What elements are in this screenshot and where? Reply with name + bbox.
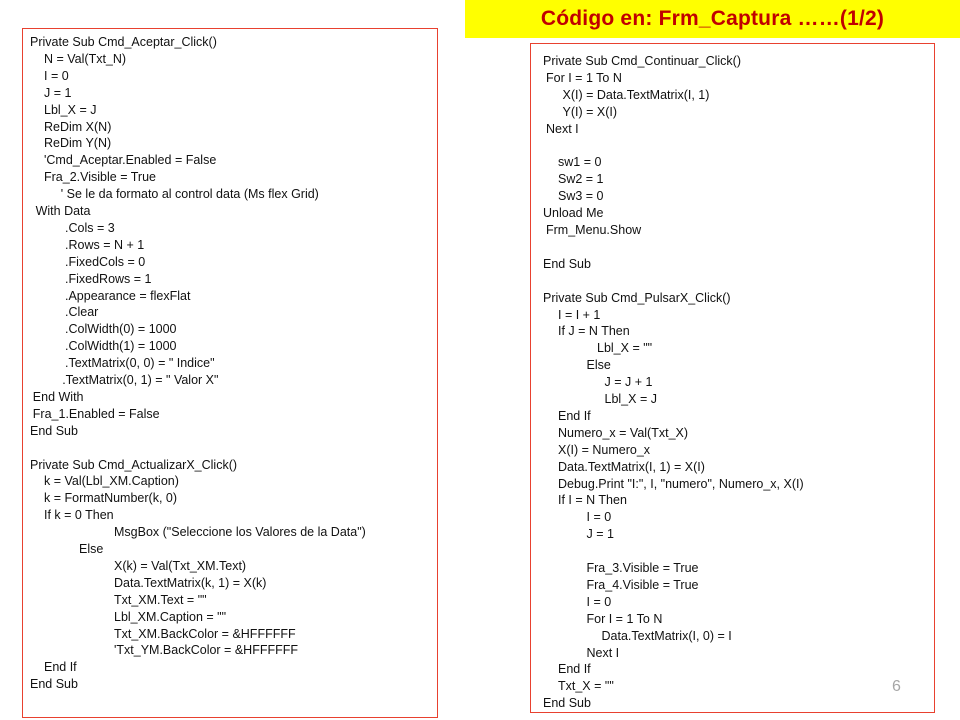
code-line: Txt_XM.Text = "" — [114, 592, 207, 607]
code-line: 'Cmd_Aceptar.Enabled = False — [44, 153, 217, 168]
code-line: End With — [32, 389, 84, 404]
code-line: End Sub — [543, 696, 591, 711]
code-line: Fra_2.Visible = True — [44, 170, 156, 185]
code-line: I = I + 1 — [558, 307, 601, 322]
code-line: .ColWidth(1) = 1000 — [65, 339, 177, 354]
code-line: MsgBox ("Seleccione los Valores de la Data") — [114, 525, 366, 540]
code-line — [531, 239, 934, 256]
code-line: ReDim Y(N) — [44, 136, 112, 151]
code-line: If I = N Then — [558, 493, 627, 508]
code-line — [531, 138, 934, 155]
code-line: J = 1 — [586, 527, 614, 542]
code-line: .Rows = N + 1 — [65, 237, 145, 252]
code-line: k = FormatNumber(k, 0) — [44, 491, 178, 506]
code-line: If J = N Then — [558, 324, 630, 339]
code-line: End If — [558, 662, 591, 677]
code-line: For I = 1 To N — [546, 70, 622, 85]
code-line: X(k) = Val(Txt_XM.Text) — [114, 558, 247, 573]
code-line: Fra_3.Visible = True — [586, 561, 699, 575]
slide-title-banner — [465, 0, 960, 38]
code-line: ReDim X(N) — [44, 119, 112, 134]
code-line: Private Sub Cmd_ActualizarX_Click() — [30, 457, 238, 472]
code-line: J = J + 1 — [604, 375, 653, 390]
code-line — [23, 440, 437, 457]
code-line: .Cols = 3 — [65, 220, 115, 235]
code-line: Private Sub Cmd_Continuar_Click() — [543, 54, 741, 68]
code-line: Txt_XM.BackColor = &HFFFFFF — [114, 626, 296, 641]
code-line: J = 1 — [44, 85, 72, 100]
code-line: End If — [44, 660, 77, 675]
code-line: .FixedRows = 1 — [65, 271, 152, 286]
code-line: k = Val(Lbl_XM.Caption) — [44, 474, 179, 489]
page-number: 6 — [892, 678, 901, 695]
code-line: Else — [586, 358, 611, 373]
code-line: .TextMatrix(0, 1) = " Valor X" — [62, 373, 219, 387]
code-line: Sw2 = 1 — [558, 172, 604, 187]
code-line: Next I — [586, 645, 620, 660]
code-line: End If — [558, 408, 591, 423]
code-line: .TextMatrix(0, 0) = " Indice" — [65, 356, 215, 371]
code-line: End Sub — [543, 256, 591, 271]
code-line: Data.TextMatrix(k, 1) = X(k) — [114, 575, 267, 590]
code-line: Unload Me — [543, 206, 604, 221]
code-line: With Data — [35, 204, 91, 218]
code-line: Numero_x = Val(Txt_X) — [558, 425, 689, 440]
code-line: Debug.Print "I:", I, "numero", Numero_x, X(I) — [558, 476, 804, 491]
code-line: Data.TextMatrix(I, 1) = X(I) — [558, 459, 705, 474]
code-line: Private Sub Cmd_Aceptar_Click() — [30, 35, 217, 49]
code-line: Y(I) = X(I) — [562, 104, 618, 119]
code-panel-left — [22, 28, 438, 718]
code-line: Fra_1.Enabled = False — [32, 406, 160, 421]
code-line: Lbl_X = J — [44, 102, 97, 117]
code-line: N = Val(Txt_N) — [44, 51, 127, 66]
code-line: Else — [79, 542, 104, 556]
code-line: End Sub — [30, 423, 78, 438]
code-line: Lbl_X = "" — [597, 341, 653, 356]
code-line: For I = 1 To N — [586, 611, 663, 626]
code-line: Frm_Menu.Show — [546, 223, 642, 237]
code-line: Data.TextMatrix(I, 0) = I — [601, 628, 732, 643]
code-line: End Sub — [30, 677, 78, 692]
slide-title: Código en: Frm_Captura ……(1/2) — [540, 7, 885, 30]
code-line: .ColWidth(0) = 1000 — [65, 322, 177, 337]
code-line: ' Se le da formato al control data (Ms flex Grid) — [60, 187, 319, 202]
code-line — [531, 543, 934, 560]
code-line: Sw3 = 0 — [558, 189, 604, 204]
code-line: 'Txt_YM.BackColor = &HFFFFFF — [114, 643, 299, 658]
code-line: .Appearance = flexFlat — [65, 288, 191, 303]
code-line: X(I) = Data.TextMatrix(I, 1) — [562, 87, 710, 102]
code-line: Fra_4.Visible = True — [586, 577, 699, 592]
code-line: .FixedCols = 0 — [65, 254, 146, 269]
code-line: Private Sub Cmd_PulsarX_Click() — [543, 290, 731, 305]
code-line: I = 0 — [586, 510, 612, 525]
code-line: I = 0 — [586, 594, 612, 609]
code-line: Lbl_XM.Caption = "" — [114, 609, 227, 624]
code-line — [531, 273, 934, 290]
code-line: sw1 = 0 — [558, 155, 602, 170]
code-line: I = 0 — [44, 68, 69, 83]
code-line: X(I) = Numero_x — [558, 442, 651, 457]
code-line: Lbl_X = J — [604, 392, 657, 406]
code-line: Txt_X = "" — [558, 679, 614, 694]
code-line: Next I — [546, 121, 579, 136]
code-line: If k = 0 Then — [44, 508, 114, 523]
code-panel-right — [530, 43, 935, 713]
code-line: .Clear — [65, 305, 99, 320]
